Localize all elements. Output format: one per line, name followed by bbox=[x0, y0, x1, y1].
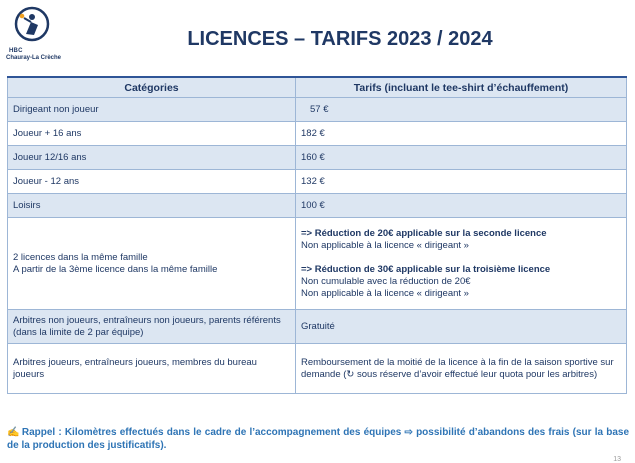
page-title: LICENCES – TARIFS 2023 / 2024 bbox=[187, 28, 493, 50]
table-row bbox=[8, 98, 627, 122]
price-cell: 100 € bbox=[296, 194, 627, 218]
pointing-hand-icon: ✍ bbox=[7, 427, 20, 438]
family-price-cell bbox=[296, 218, 627, 310]
category-cell: Arbitres non joueurs, entraîneurs non joueurs, parents référents (dans la limite de 2 par équipe) bbox=[8, 310, 296, 344]
club-logo bbox=[4, 4, 64, 68]
page-number: 13 bbox=[613, 456, 621, 463]
logo-text-hbc: HBC bbox=[9, 48, 23, 54]
header-categories: Catégories bbox=[8, 77, 296, 98]
reduction-30: => Réduction de 30€ applicable sur la troisième licence bbox=[301, 263, 551, 275]
category-cell: Arbitres joueurs, entraîneurs joueurs, membres du bureau joueurs bbox=[8, 344, 296, 394]
table-row bbox=[8, 122, 627, 146]
rappel-text: Rappel : Kilomètres effectués dans le cadre de l’accompagnement des équipes ⇨ possibilité d’abandons des frais (sur la base de la production des justificatifs). bbox=[7, 427, 630, 451]
price-cell: 160 € bbox=[296, 146, 627, 170]
non-cumulable: Non cumulable avec la réduction de 20€ bbox=[301, 275, 471, 287]
table-row bbox=[8, 170, 627, 194]
table-row-arbitres-joueurs bbox=[8, 344, 627, 394]
price-cell: 57 € bbox=[296, 98, 627, 122]
price-cell: Remboursement de la moitié de la licence à la fin de la saison sportive sur demande (↻ sous réserve d’avoir effectué leur quota pour les arbitres) bbox=[296, 344, 627, 394]
header-tarifs: Tarifs (incluant le tee-shirt d’échauffement) bbox=[296, 77, 627, 98]
category-cell: Joueur 12/16 ans bbox=[8, 146, 296, 170]
logo-text-club: Chauray-La Crèche bbox=[6, 55, 62, 61]
family-line-2: A partir de la 3ème licence dans la même famille bbox=[13, 263, 218, 275]
table-row bbox=[8, 194, 627, 218]
price-cell: 132 € bbox=[296, 170, 627, 194]
family-category-cell bbox=[8, 218, 296, 310]
family-line-1: 2 licences dans la même famille bbox=[13, 251, 148, 263]
category-cell: Dirigeant non joueur bbox=[8, 98, 296, 122]
category-cell: Joueur + 16 ans bbox=[8, 122, 296, 146]
price-cell: 182 € bbox=[296, 122, 627, 146]
not-dirigeant-2: Non applicable à la licence « dirigeant » bbox=[301, 287, 469, 299]
table-header-row bbox=[8, 77, 627, 98]
table-row-family bbox=[8, 218, 627, 310]
table-row-arbitres-non-joueurs bbox=[8, 310, 627, 344]
category-cell: Loisirs bbox=[8, 194, 296, 218]
not-dirigeant-1: Non applicable à la licence « dirigeant » bbox=[301, 239, 469, 251]
table-row bbox=[8, 146, 627, 170]
price-cell: Gratuité bbox=[296, 310, 627, 344]
rappel-note bbox=[7, 426, 629, 452]
tarifs-table bbox=[7, 76, 627, 394]
category-cell: Joueur - 12 ans bbox=[8, 170, 296, 194]
reduction-20: => Réduction de 20€ applicable sur la seconde licence bbox=[301, 227, 547, 239]
handball-player-icon bbox=[12, 4, 52, 46]
